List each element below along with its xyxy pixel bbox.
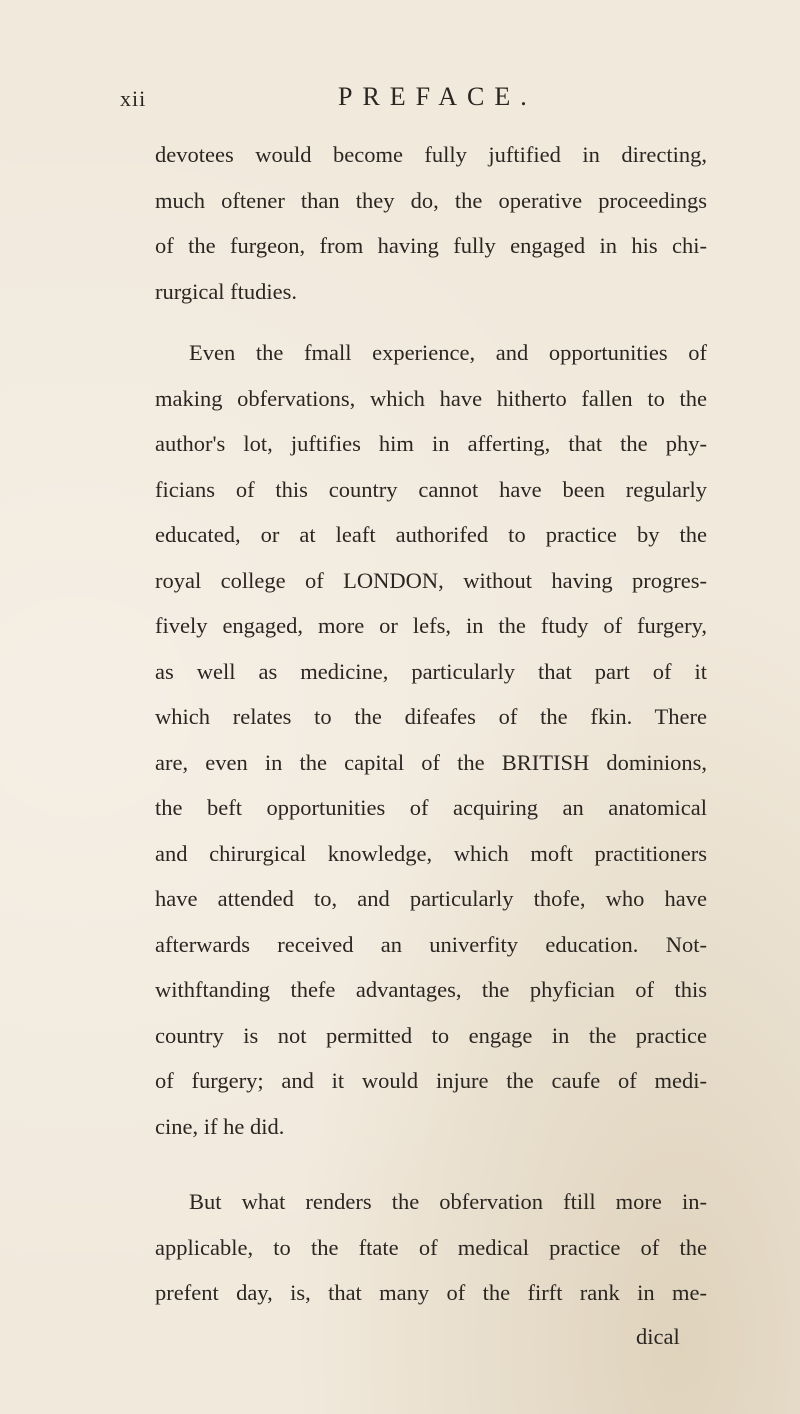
text-line: have attended to, and particularly thofe, who have <box>155 886 707 911</box>
text-line: as well as medicine, particularly that part of it <box>155 658 707 684</box>
text-line: and chirurgical knowledge, which moft practitioners <box>155 840 707 866</box>
paragraph-2 <box>155 330 707 1149</box>
text-line: ficians of this country cannot have been regularly <box>155 476 707 502</box>
page-number: xii <box>120 86 147 111</box>
text-line: Even the fmall experience, and opportunities of <box>189 340 707 365</box>
text-line: applicable, to the ftate of medical practice of the <box>155 1234 707 1260</box>
text-line: are, even in the capital of the BRITISH dominions, <box>155 749 707 775</box>
text-line: royal college of LONDON, without having progres- <box>155 567 707 593</box>
text-line: country is not permitted to engage in the practice <box>155 1022 707 1048</box>
text-line: But what renders the obfervation ftill more in- <box>189 1189 707 1214</box>
text-line: fively engaged, more or lefs, in the ftudy of furgery, <box>155 613 707 638</box>
text-line: of furgery; and it would injure the caufe of medi- <box>155 1068 707 1093</box>
text-line: educated, or at leaft authorifed to practice by the <box>155 522 707 547</box>
text-line: cine, if he did. <box>155 1113 285 1139</box>
text-line: of the furgeon, from having fully engaged in his chi- <box>155 233 707 258</box>
text-line: devotees would become fully juftified in directing, <box>155 142 707 167</box>
text-line: the beft opportunities of acquiring an anatomical <box>155 795 707 820</box>
text-line: much oftener than they do, the operative proceedings <box>155 187 707 213</box>
text-line: withftanding thefe advantages, the phyfician of this <box>155 977 707 1002</box>
text-line: prefent day, is, that many of the firft rank in me- <box>155 1280 707 1305</box>
catchword: dical <box>636 1323 680 1349</box>
running-head: PREFACE. <box>338 82 537 111</box>
text-line: which relates to the difeafes of the fkin. There <box>155 704 707 729</box>
paragraph-3 <box>155 1179 707 1316</box>
text-line: making obfervations, which have hitherto fallen to the <box>155 385 707 411</box>
paragraph-1 <box>155 132 707 314</box>
text-line: afterwards received an univerfity education. Not- <box>155 931 707 957</box>
page-header <box>120 82 720 126</box>
text-line: author's lot, juftifies him in afferting, that the phy- <box>155 431 707 456</box>
text-line: rurgical ftudies. <box>155 278 298 304</box>
